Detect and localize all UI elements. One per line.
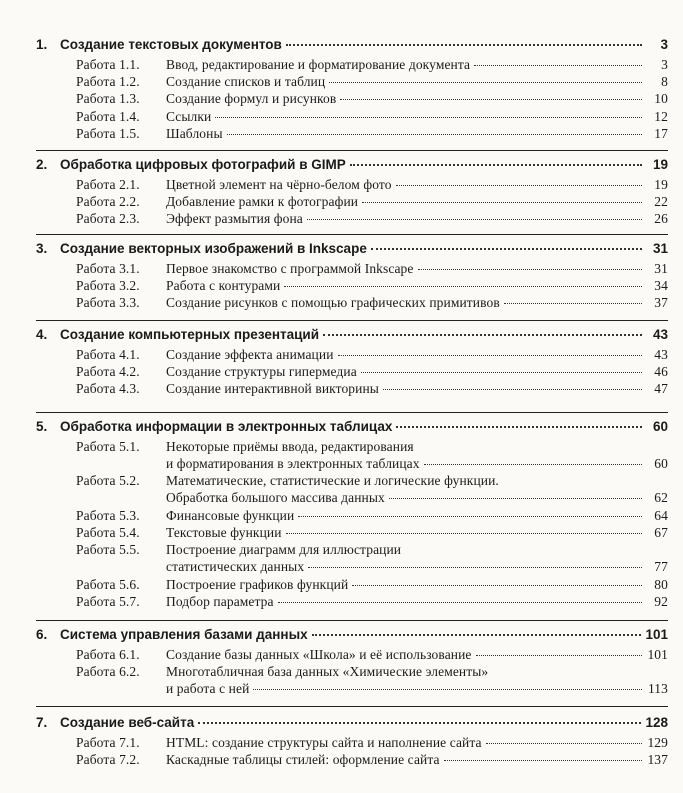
work-title-line bbox=[166, 193, 668, 210]
work-title-line bbox=[166, 73, 668, 90]
dot-leader bbox=[278, 602, 642, 603]
work-title: Создание рисунков с помощью графических примитивов bbox=[166, 295, 500, 311]
chapter-title: Обработка информации в электронных таблицах bbox=[60, 419, 393, 434]
work-label: Работа 2.2. bbox=[76, 194, 140, 210]
chapter-heading[interactable] bbox=[36, 240, 668, 258]
work-page-number: 22 bbox=[654, 194, 668, 210]
work-entry[interactable] bbox=[76, 90, 668, 107]
work-text bbox=[166, 125, 668, 142]
dot-leader bbox=[253, 689, 642, 690]
chapter-number: 6. bbox=[36, 627, 48, 642]
work-title: Построение диаграмм для иллюстрации bbox=[166, 542, 402, 558]
work-entry[interactable] bbox=[76, 541, 668, 575]
work-entry[interactable] bbox=[76, 193, 668, 210]
chapter-number: 7. bbox=[36, 715, 48, 730]
dot-leader bbox=[298, 516, 642, 517]
work-title: и работа с ней bbox=[166, 681, 250, 697]
chapter-heading[interactable] bbox=[36, 326, 668, 344]
work-label: Работа 5.2. bbox=[76, 473, 140, 489]
work-page-number: 17 bbox=[654, 125, 668, 141]
work-label: Работа 7.2. bbox=[76, 752, 140, 768]
work-entry[interactable] bbox=[76, 56, 668, 73]
work-text bbox=[166, 193, 668, 210]
work-text bbox=[166, 524, 668, 541]
work-title-line bbox=[166, 346, 668, 363]
work-page-number: 137 bbox=[647, 752, 668, 768]
chapter-page-number: 3 bbox=[660, 37, 668, 52]
dot-leader bbox=[340, 99, 642, 100]
dot-leader bbox=[198, 722, 641, 724]
work-label: Работа 1.5. bbox=[76, 125, 140, 141]
work-page-number: 92 bbox=[654, 593, 668, 609]
work-entry[interactable] bbox=[76, 380, 668, 397]
work-entry[interactable] bbox=[76, 346, 668, 363]
work-label: Работа 1.4. bbox=[76, 108, 140, 124]
chapter-page-number: 19 bbox=[652, 157, 668, 172]
work-page-number: 113 bbox=[647, 681, 668, 697]
work-text bbox=[166, 260, 668, 277]
work-label: Работа 3.2. bbox=[76, 278, 140, 294]
work-title-line bbox=[166, 558, 668, 575]
section-divider bbox=[36, 412, 668, 413]
work-entry[interactable] bbox=[76, 507, 668, 524]
work-title-line bbox=[166, 294, 668, 311]
work-page-number: 46 bbox=[654, 364, 668, 380]
work-text bbox=[166, 108, 668, 125]
work-title-line bbox=[166, 277, 668, 294]
work-text bbox=[166, 176, 668, 193]
work-label: Работа 5.3. bbox=[76, 507, 140, 523]
work-title: Обработка большого массива данных bbox=[166, 490, 385, 506]
chapter-heading[interactable] bbox=[36, 418, 668, 436]
chapter-number: 1. bbox=[36, 37, 48, 52]
dot-leader bbox=[418, 269, 643, 270]
chapter-page-number: 43 bbox=[652, 327, 668, 342]
work-text bbox=[166, 380, 668, 397]
work-title-line bbox=[166, 593, 668, 610]
chapter-title: Обработка цифровых фотографий в GIMP bbox=[60, 157, 346, 172]
work-title: Создание формул и рисунков bbox=[166, 91, 337, 107]
work-page-number: 77 bbox=[654, 559, 668, 575]
work-entry[interactable] bbox=[76, 751, 668, 768]
work-label: Работа 1.1. bbox=[76, 57, 140, 72]
work-label: Работа 6.2. bbox=[76, 664, 140, 680]
work-title-line bbox=[166, 576, 668, 593]
work-title: Цветной элемент на чёрно-белом фото bbox=[166, 177, 392, 192]
work-text bbox=[166, 541, 668, 575]
work-title: Создание структуры гипермедиа bbox=[166, 364, 357, 380]
dot-leader bbox=[444, 760, 642, 761]
work-title-line bbox=[166, 751, 668, 768]
work-title: Финансовые функции bbox=[166, 507, 295, 523]
work-label: Работа 5.5. bbox=[76, 542, 140, 558]
work-label: Работа 2.3. bbox=[76, 211, 140, 227]
dot-leader bbox=[486, 743, 642, 744]
work-entry[interactable] bbox=[76, 663, 668, 697]
work-title-line bbox=[166, 734, 668, 751]
work-title-line bbox=[166, 125, 668, 142]
chapter-title: Создание текстовых документов bbox=[60, 37, 282, 52]
work-page-number: 19 bbox=[654, 177, 668, 192]
work-entry[interactable] bbox=[76, 176, 668, 193]
work-entry[interactable] bbox=[76, 73, 668, 90]
work-title: Каскадные таблицы стилей: оформление сайта bbox=[166, 752, 440, 768]
chapter-title: Создание компьютерных презентаций bbox=[60, 327, 320, 342]
work-entry[interactable] bbox=[76, 260, 668, 277]
chapter-number: 5. bbox=[36, 419, 48, 434]
work-label: Работа 5.4. bbox=[76, 525, 140, 540]
work-title-line bbox=[166, 472, 668, 489]
work-title: статистических данных bbox=[166, 559, 305, 575]
work-page-number: 129 bbox=[647, 735, 668, 750]
work-entry[interactable] bbox=[76, 734, 668, 751]
work-text bbox=[166, 277, 668, 294]
work-label: Работа 1.3. bbox=[76, 91, 140, 107]
work-text bbox=[166, 56, 668, 73]
work-title: Добавление рамки к фотографии bbox=[166, 194, 359, 210]
work-entry[interactable] bbox=[76, 593, 668, 610]
chapter-heading[interactable] bbox=[36, 626, 668, 644]
work-title: Ссылки bbox=[166, 108, 212, 124]
dot-leader bbox=[362, 202, 642, 203]
work-title: HTML: создание структуры сайта и наполнение сайта bbox=[166, 735, 482, 750]
work-entry[interactable] bbox=[76, 210, 668, 227]
work-label: Работа 5.7. bbox=[76, 593, 140, 609]
work-title: Построение графиков функций bbox=[166, 576, 349, 592]
work-title-line bbox=[166, 438, 668, 455]
work-entry[interactable] bbox=[76, 576, 668, 593]
work-page-number: 34 bbox=[654, 278, 668, 294]
work-label: Работа 5.1. bbox=[76, 439, 140, 454]
work-label: Работа 4.2. bbox=[76, 364, 140, 380]
chapter-number: 4. bbox=[36, 327, 48, 342]
chapter-number: 2. bbox=[36, 157, 48, 172]
dot-leader bbox=[396, 426, 642, 428]
work-title: Математические, статистические и логические функции. bbox=[166, 473, 499, 489]
dot-leader bbox=[474, 65, 642, 66]
work-title: Первое знакомство с программой Inkscape bbox=[166, 261, 414, 276]
dot-leader bbox=[371, 248, 642, 250]
work-text bbox=[166, 210, 668, 227]
section-divider bbox=[36, 150, 668, 151]
work-entry[interactable] bbox=[76, 294, 668, 311]
work-text bbox=[166, 346, 668, 363]
work-page-number: 47 bbox=[654, 381, 668, 397]
work-title: Многотабличная база данных «Химические элементы» bbox=[166, 664, 489, 680]
work-entry[interactable] bbox=[76, 108, 668, 125]
work-page-number: 10 bbox=[654, 91, 668, 107]
work-page-number: 64 bbox=[654, 507, 668, 523]
dot-leader bbox=[286, 533, 642, 534]
work-title-line bbox=[166, 646, 668, 663]
work-text bbox=[166, 507, 668, 524]
work-text bbox=[166, 593, 668, 610]
work-entry[interactable] bbox=[76, 125, 668, 142]
work-label: Работа 4.3. bbox=[76, 381, 140, 397]
dot-leader bbox=[476, 655, 642, 656]
dot-leader bbox=[361, 372, 642, 373]
work-title-line bbox=[166, 380, 668, 397]
chapter-page-number: 60 bbox=[652, 419, 668, 434]
work-text bbox=[166, 438, 668, 472]
chapter-heading[interactable] bbox=[36, 36, 668, 54]
dot-leader bbox=[323, 334, 642, 336]
work-entry[interactable] bbox=[76, 438, 668, 472]
chapter-title: Система управления базами данных bbox=[60, 627, 308, 642]
dot-leader bbox=[307, 219, 642, 220]
work-text bbox=[166, 294, 668, 311]
work-text bbox=[166, 90, 668, 107]
work-title-line bbox=[166, 260, 668, 277]
section-divider bbox=[36, 234, 668, 235]
work-page-number: 8 bbox=[661, 74, 668, 90]
dot-leader bbox=[286, 44, 642, 46]
dot-leader bbox=[383, 389, 642, 390]
work-title-line bbox=[166, 210, 668, 227]
work-page-number: 80 bbox=[654, 576, 668, 592]
dot-leader bbox=[338, 355, 642, 356]
work-title-line bbox=[166, 455, 668, 472]
work-title: Ввод, редактирование и форматирование документа bbox=[166, 57, 471, 72]
work-title-line bbox=[166, 541, 668, 558]
work-text bbox=[166, 472, 668, 506]
work-text bbox=[166, 663, 668, 697]
section-divider bbox=[36, 320, 668, 321]
work-label: Работа 7.1. bbox=[76, 735, 140, 750]
chapter-heading[interactable] bbox=[36, 156, 668, 174]
work-title-line bbox=[166, 680, 668, 697]
chapter-number: 3. bbox=[36, 241, 48, 256]
dot-leader bbox=[329, 82, 642, 83]
work-page-number: 43 bbox=[654, 347, 668, 362]
work-page-number: 67 bbox=[654, 525, 668, 540]
work-label: Работа 3.3. bbox=[76, 295, 140, 311]
section-divider bbox=[36, 620, 668, 621]
work-title-line bbox=[166, 507, 668, 524]
work-page-number: 37 bbox=[654, 295, 668, 311]
work-page-number: 101 bbox=[647, 647, 668, 662]
work-title: Создание списков и таблиц bbox=[166, 74, 326, 90]
work-page-number: 3 bbox=[661, 57, 668, 72]
work-title-line bbox=[166, 90, 668, 107]
dot-leader bbox=[389, 498, 642, 499]
work-title-line bbox=[166, 176, 668, 193]
work-text bbox=[166, 734, 668, 751]
chapter-title: Создание веб-сайта bbox=[60, 715, 195, 730]
work-title: Подбор параметра bbox=[166, 593, 274, 609]
dot-leader bbox=[312, 634, 642, 636]
work-entry[interactable] bbox=[76, 277, 668, 294]
work-page-number: 26 bbox=[654, 211, 668, 227]
dot-leader bbox=[284, 286, 642, 287]
work-title-line bbox=[166, 108, 668, 125]
chapter-page-number: 31 bbox=[652, 241, 668, 256]
work-page-number: 62 bbox=[654, 490, 668, 506]
dot-leader bbox=[396, 185, 642, 186]
dot-leader bbox=[215, 117, 642, 118]
work-title-line bbox=[166, 524, 668, 541]
work-label: Работа 5.6. bbox=[76, 576, 140, 592]
work-page-number: 31 bbox=[654, 261, 668, 276]
work-label: Работа 4.1. bbox=[76, 347, 140, 362]
chapter-heading[interactable] bbox=[36, 714, 668, 732]
chapter-page-number: 101 bbox=[645, 627, 668, 642]
work-title-line bbox=[166, 56, 668, 73]
work-text bbox=[166, 73, 668, 90]
work-label: Работа 3.1. bbox=[76, 261, 140, 276]
work-text bbox=[166, 576, 668, 593]
work-label: Работа 1.2. bbox=[76, 74, 140, 90]
work-entry[interactable] bbox=[76, 524, 668, 541]
work-label: Работа 6.1. bbox=[76, 647, 140, 662]
work-title: Текстовые функции bbox=[166, 525, 282, 540]
work-title: Эффект размытия фона bbox=[166, 211, 303, 227]
work-title-line bbox=[166, 363, 668, 380]
work-title: Создание эффекта анимации bbox=[166, 347, 334, 362]
work-title: Создание базы данных «Школа» и её использование bbox=[166, 647, 472, 662]
work-text bbox=[166, 646, 668, 663]
work-title: Некоторые приёмы ввода, редактирования bbox=[166, 439, 414, 454]
work-entry[interactable] bbox=[76, 646, 668, 663]
dot-leader bbox=[352, 585, 642, 586]
dot-leader bbox=[424, 464, 642, 465]
work-page-number: 60 bbox=[654, 456, 668, 471]
dot-leader bbox=[227, 134, 642, 135]
work-title-line bbox=[166, 489, 668, 506]
chapter-page-number: 128 bbox=[645, 715, 668, 730]
dot-leader bbox=[504, 303, 642, 304]
work-page-number: 12 bbox=[654, 108, 668, 124]
dot-leader bbox=[308, 567, 642, 568]
work-text bbox=[166, 751, 668, 768]
work-title: Создание интерактивной викторины bbox=[166, 381, 379, 397]
dot-leader bbox=[350, 164, 642, 166]
work-text bbox=[166, 363, 668, 380]
work-title-line bbox=[166, 663, 668, 680]
work-entry[interactable] bbox=[76, 472, 668, 506]
section-divider bbox=[36, 706, 668, 707]
work-entry[interactable] bbox=[76, 363, 668, 380]
work-label: Работа 2.1. bbox=[76, 177, 140, 192]
work-title: и форматирования в электронных таблицах bbox=[166, 456, 420, 471]
chapter-title: Создание векторных изображений в Inkscape bbox=[60, 241, 367, 256]
work-title: Шаблоны bbox=[166, 125, 223, 141]
work-title: Работа с контурами bbox=[166, 278, 281, 294]
